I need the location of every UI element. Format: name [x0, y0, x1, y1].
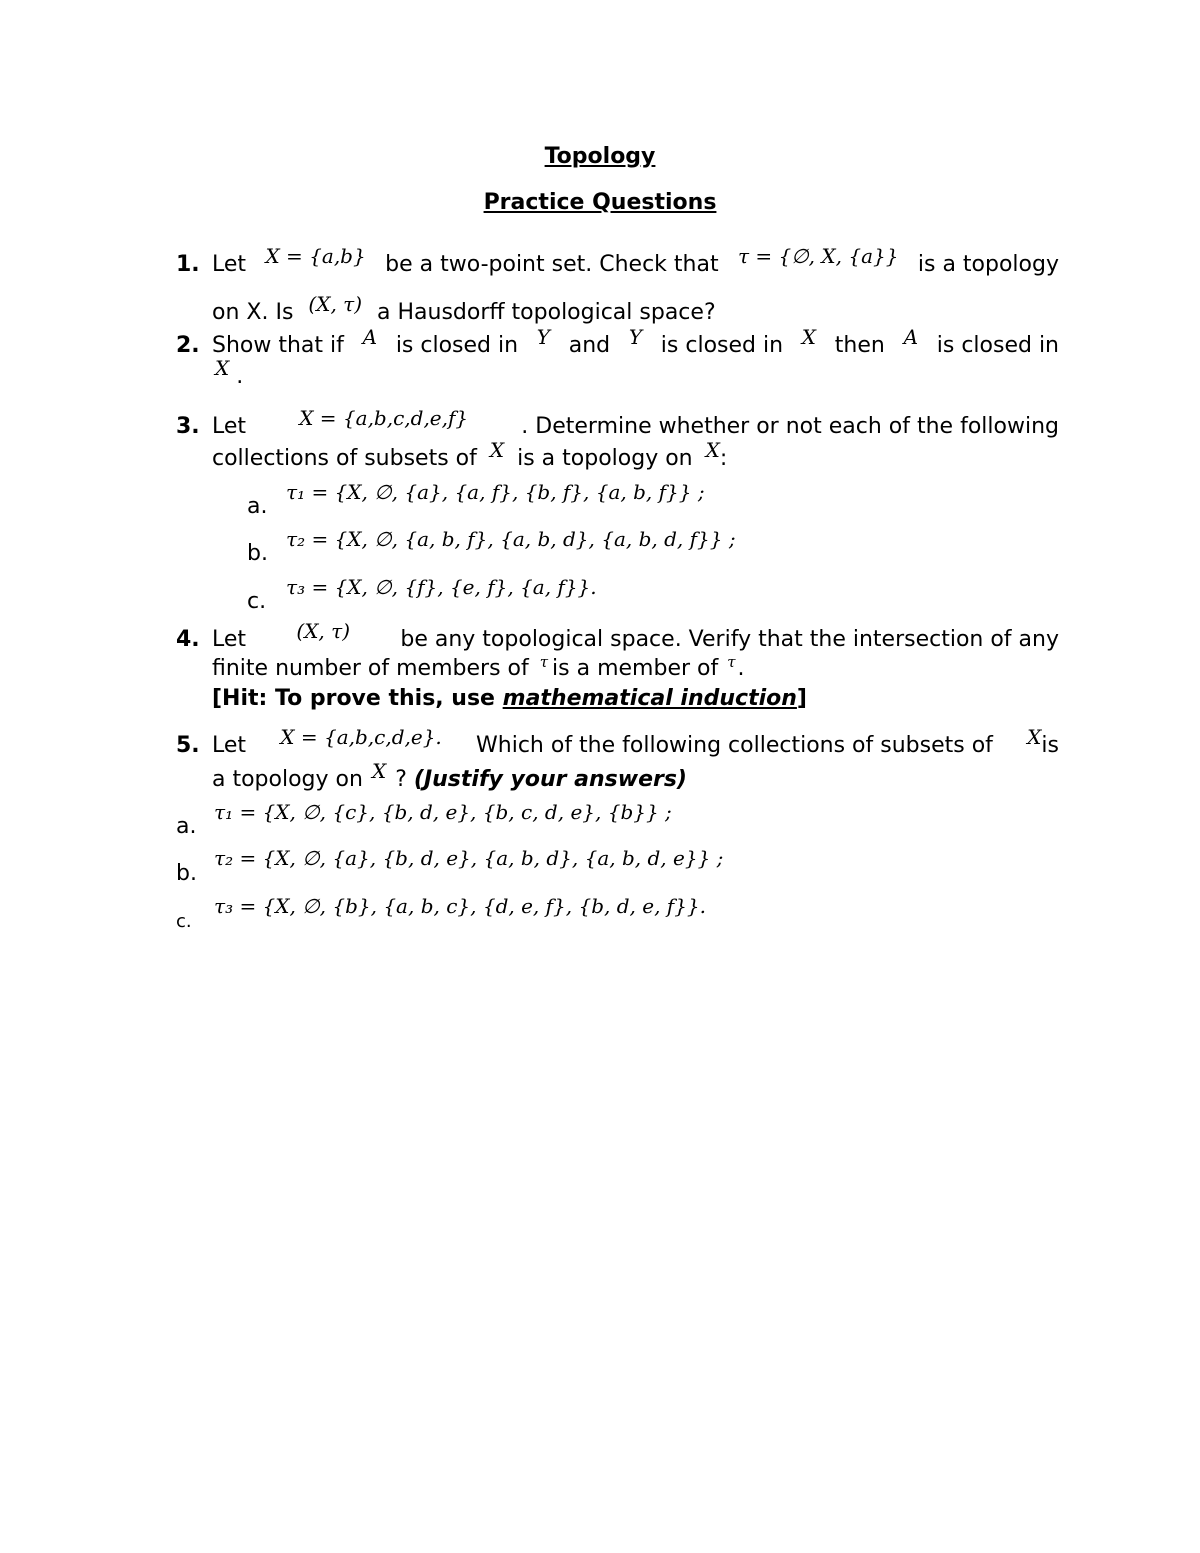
q3-math-x: X — [489, 438, 505, 462]
q4-math-tau-2: τ — [727, 653, 736, 671]
q2-math-y: Y — [536, 325, 550, 349]
q4-text-member: is a member of — [552, 656, 719, 681]
q1-set-expression: X = {a,b} — [265, 244, 366, 268]
q3-colon: : — [719, 446, 728, 471]
q3-set-expression: X = {a,b,c,d,e,f} — [299, 406, 469, 430]
q2-line-2 — [215, 356, 244, 389]
q1-line-2 — [212, 292, 716, 325]
q5-tau1-expression: τ₁ = {X, ∅, {c}, {b, d, e}, {b, c, d, e}, {b}} ; — [214, 800, 672, 824]
q1-text-twopoint: be a two-point set. Check that — [385, 252, 719, 277]
q4-period: . — [737, 656, 745, 681]
q5-question-mark: ? — [395, 767, 407, 792]
q3-line-2 — [212, 438, 728, 471]
q3-text-isatopology: is a topology on — [517, 446, 693, 471]
q5-label-a: a. — [176, 814, 197, 839]
q1-text-onx: on X. Is — [212, 300, 294, 325]
q4-text-beany: be any topological space. Verify that the intersection of any — [400, 627, 1059, 652]
q1-word-let: Let — [212, 252, 247, 277]
q2-line-1 — [212, 325, 1059, 358]
q2-text-show: Show that if — [212, 333, 344, 358]
q1-number: 1. — [176, 252, 200, 277]
q3-number: 3. — [176, 414, 200, 439]
q2-math-x-2: X — [215, 356, 230, 380]
q3-line-1 — [212, 406, 1059, 439]
q5-label-b: b. — [176, 861, 197, 886]
q5-x-is-group — [1027, 725, 1059, 758]
q4-pair-expression: (X, τ) — [296, 619, 351, 643]
q4-hint — [212, 688, 807, 710]
q5-math-x-2: X — [371, 759, 387, 783]
q5-math-x: X — [1027, 725, 1042, 749]
q5-word-let: Let — [212, 733, 247, 758]
q4-hint-emphasis: mathematical induction — [502, 686, 797, 711]
q1-text-hausdorff: a Hausdorff topological space? — [377, 300, 716, 325]
q3-text-determine: . Determine whether or not each of the following — [521, 414, 1059, 439]
q4-line-2 — [212, 653, 745, 681]
q5-text-atopology: a topology on — [212, 767, 363, 792]
q5-tau3-expression: τ₃ = {X, ∅, {b}, {a, b, c}, {d, e, f}, {b, d, e, f}}. — [214, 894, 707, 918]
q4-number: 4. — [176, 627, 200, 652]
q2-text-then: then — [834, 333, 885, 358]
q4-math-tau: τ — [539, 653, 549, 671]
q1-tau-expression: τ = {∅, X, {a}} — [738, 244, 899, 268]
q2-math-x: X — [801, 325, 817, 349]
q5-tau2-expression: τ₂ = {X, ∅, {a}, {b, d, e}, {a, b, d}, {a, b, d, e}} ; — [214, 846, 724, 870]
q4-hint-open: [Hit: To prove this, use — [212, 686, 503, 711]
q5-line-2 — [212, 759, 687, 792]
q3-math-x-2: X — [705, 438, 720, 462]
q2-text-and: and — [568, 333, 611, 358]
q2-math-a: A — [362, 325, 378, 349]
q2-number: 2. — [176, 333, 200, 358]
q3-text-collections: collections of subsets of — [212, 446, 477, 471]
q3-word-let: Let — [212, 414, 247, 439]
q4-text-finite: finite number of members of — [212, 656, 529, 681]
q3-tau2-expression: τ₂ = {X, ∅, {a, b, f}, {a, b, d}, {a, b, d, f}} ; — [286, 527, 736, 551]
page-subtitle: Practice Questions — [483, 190, 717, 215]
q1-pair-expression: (X, τ) — [308, 292, 363, 316]
q5-set-expression: X = {a,b,c,d,e}. — [280, 725, 442, 749]
q5-line-1 — [212, 725, 1059, 758]
q5-text-is: is — [1041, 733, 1059, 758]
page-title: Topology — [544, 144, 656, 169]
q3-label-a: a. — [247, 494, 268, 519]
q2-period: . — [236, 364, 244, 389]
q3-label-c: c. — [247, 589, 267, 614]
q5-text-which: Which of the following collections of subsets of — [476, 733, 993, 758]
q5-label-c: c. — [176, 911, 192, 932]
q4-word-let: Let — [212, 627, 247, 652]
q2-text-closedin-3: is closed in — [936, 333, 1059, 358]
q1-text-istopology: is a topology — [917, 252, 1059, 277]
q2-text-closedin-1: is closed in — [395, 333, 519, 358]
q5-number: 5. — [176, 733, 200, 758]
q2-text-closedin-2: is closed in — [660, 333, 784, 358]
q1-line-1 — [212, 244, 1059, 277]
q5-justify-note: (Justify your answers) — [413, 767, 687, 792]
q3-tau1-expression: τ₁ = {X, ∅, {a}, {a, f}, {b, f}, {a, b, f}} ; — [286, 480, 705, 504]
q2-math-a-2: A — [903, 325, 919, 349]
q3-tau3-expression: τ₃ = {X, ∅, {f}, {e, f}, {a, f}}. — [286, 575, 597, 599]
q4-line-1 — [212, 619, 1059, 652]
q4-hint-close: ] — [796, 686, 807, 711]
q3-label-b: b. — [247, 541, 268, 566]
q2-math-y-2: Y — [628, 325, 643, 349]
